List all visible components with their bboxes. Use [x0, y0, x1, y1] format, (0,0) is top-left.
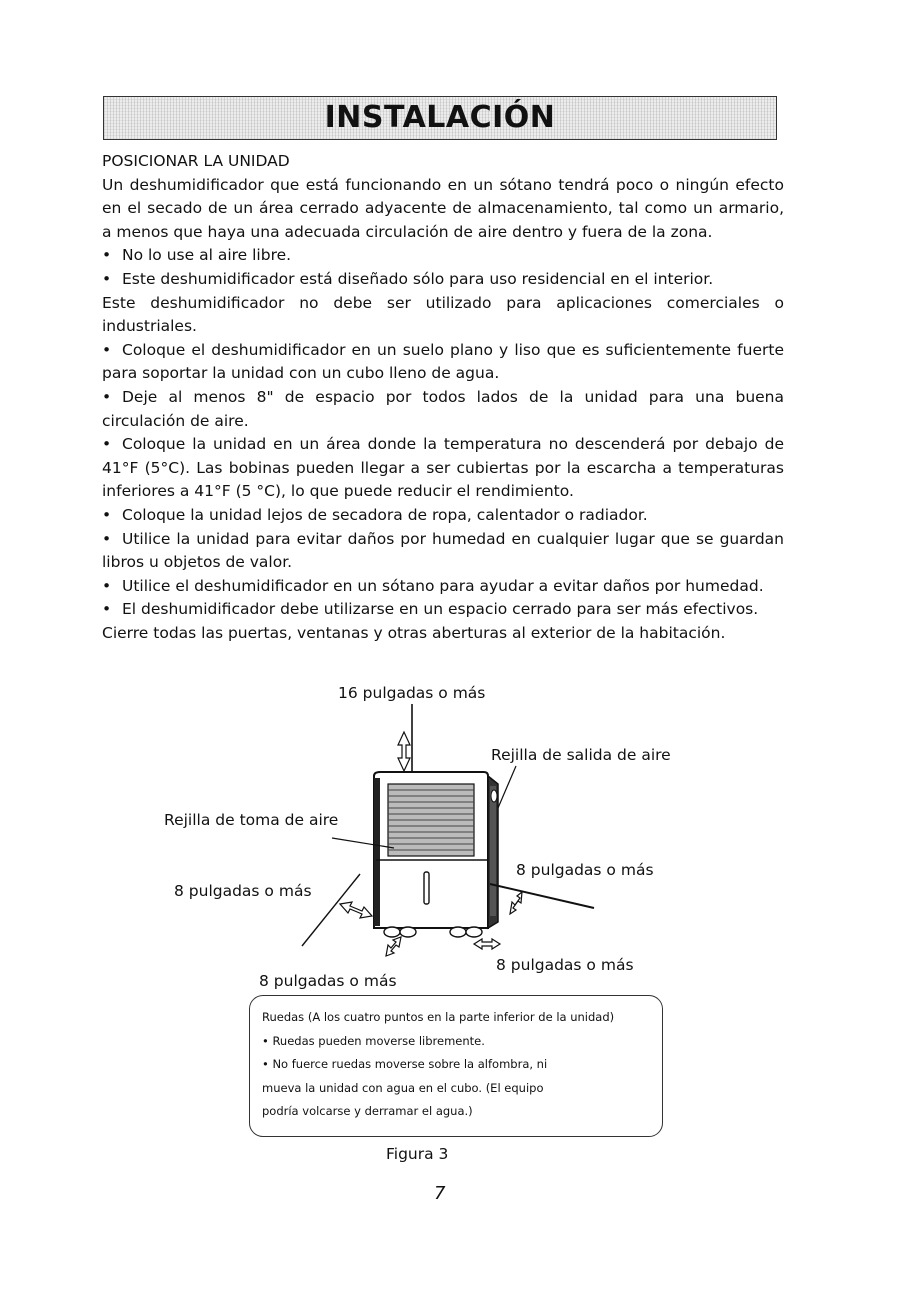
label-bottom-left-clearance: 8 pulgadas o más	[259, 972, 397, 990]
wheels-note-box	[249, 995, 663, 1137]
bullet-item: • Coloque la unidad en un área donde la temperatura no descenderá por debajo de 41°F (5°C). Las bobinas pueden llegar a ser cubiertas por la escarcha a temperaturas inferiores a 41°F (5 °C), lo que puede reducir el rendimiento.	[102, 435, 784, 501]
figure-caption: Figura 3	[386, 1145, 449, 1163]
top-double-arrow-icon	[398, 732, 410, 771]
right-floor-line	[490, 884, 594, 908]
left-double-arrow-icon	[340, 902, 372, 918]
label-left-clearance: 8 pulgadas o más	[174, 882, 312, 900]
note-line: mueva la unidad con agua en el cubo. (El equipo	[262, 1080, 544, 1095]
bullet-item: • Utilice la unidad para evitar daños por humedad en cualquier lugar que se guardan libros u objetos de valor.	[102, 529, 784, 572]
label-intake-grille: Rejilla de toma de aire	[164, 811, 339, 829]
bullet-item: • Deje al menos 8" de espacio por todos lados de la unidad para una buena circulación de aire.	[102, 387, 784, 430]
dehumidifier-unit-icon	[374, 772, 498, 937]
note-line: • Ruedas pueden moverse libremente.	[262, 1033, 485, 1048]
closing-paragraph: Cierre todas las puertas, ventanas y otras aberturas al exterior de la habitación.	[102, 623, 726, 642]
bullet-item: • Este deshumidificador está diseñado sólo para uso residencial en el interior.	[102, 269, 714, 288]
outlet-leader-line	[498, 766, 516, 808]
bottom-left-double-arrow-icon	[386, 937, 401, 956]
bullet-item: • Coloque el deshumidificador en un suelo plano y liso que es suficientemente fuerte para soportar la unidad con un cubo lleno de agua.	[102, 340, 784, 383]
page-number: 7	[434, 1183, 446, 1204]
label-outlet-grille: Rejilla de salida de aire	[491, 746, 671, 764]
bullet-item: • No lo use al aire libre.	[102, 246, 292, 265]
note-line: Ruedas (A los cuatro puntos en la parte inferior de la unidad)	[262, 1010, 615, 1024]
label-right-clearance: 8 pulgadas o más	[516, 861, 654, 879]
note-paragraph: Este deshumidificador no debe ser utilizado para aplicaciones comerciales o industriales.	[102, 293, 784, 336]
section-heading: POSICIONAR LA UNIDAD	[102, 152, 290, 170]
note-line: • No fuerce ruedas moverse sobre la alfombra, ni	[262, 1057, 548, 1071]
right-double-arrow-icon	[510, 892, 522, 914]
label-top-clearance: 16 pulgadas o más	[338, 684, 486, 702]
label-bottom-right-clearance: 8 pulgadas o más	[496, 956, 634, 974]
bullet-item: • El deshumidificador debe utilizarse en un espacio cerrado para ser más efectivos.	[102, 600, 759, 619]
note-line: podría volcarse y derramar el agua.)	[262, 1104, 473, 1118]
page-title: INSTALACIÓN	[324, 100, 556, 135]
intro-paragraph: Un deshumidificador que está funcionando en un sótano tendrá poco o ningún efecto en el secado de un área cerrado adyacente de almacenamiento, tal como un armario, a menos que haya una adecuada circulación de aire dentro y fuera de la zona.	[102, 175, 784, 241]
bottom-right-double-arrow-icon	[474, 939, 500, 949]
bullet-item: • Coloque la unidad lejos de secadora de ropa, calentador o radiador.	[102, 505, 648, 524]
bullet-item: • Utilice el deshumidificador en un sótano para ayudar a evitar daños por humedad.	[102, 576, 764, 595]
